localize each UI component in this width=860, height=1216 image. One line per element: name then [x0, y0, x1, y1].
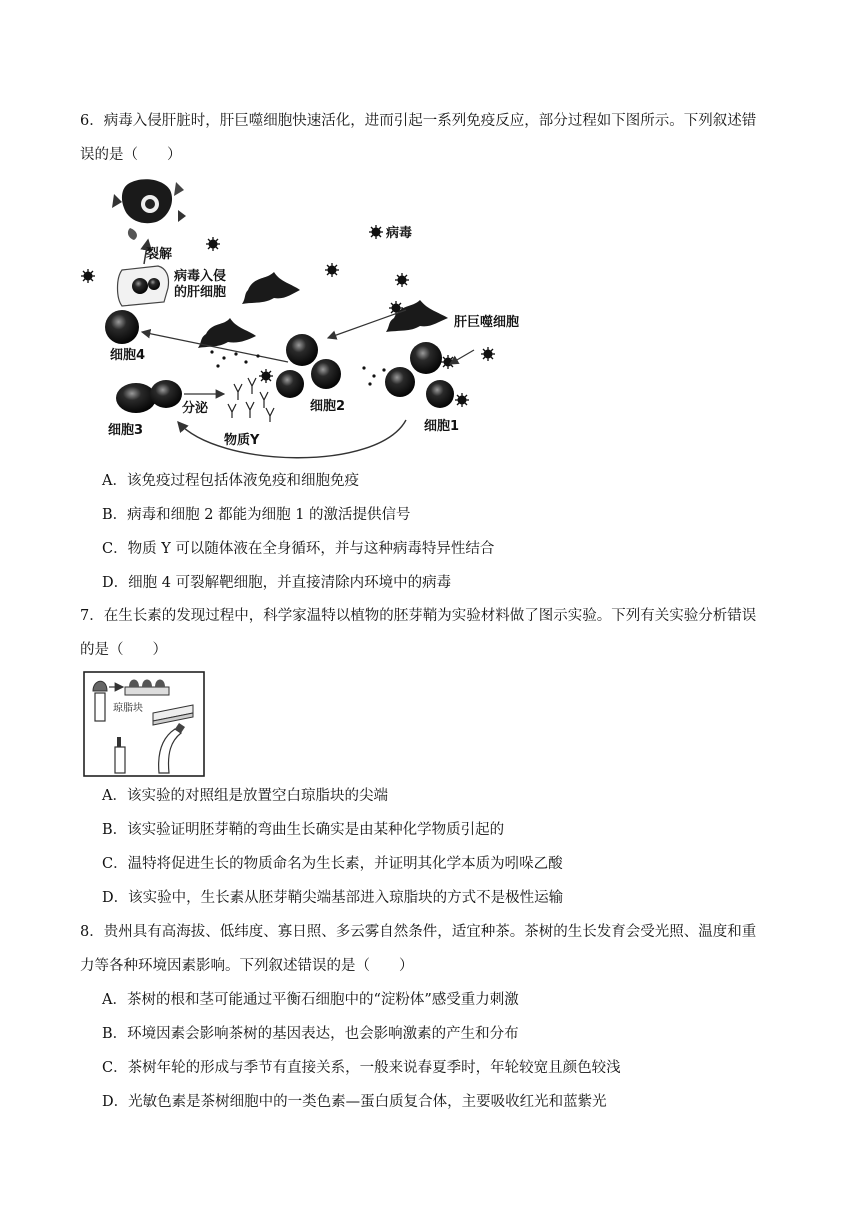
- infected-cell-label-1: 病毒入侵: [174, 269, 227, 284]
- cell1-label: 细胞1: [424, 419, 460, 434]
- cell3-icon: [150, 380, 182, 408]
- q7-option-d: D．该实验中，生长素从胚芽鞘尖端基部进入琼脂块的方式不是极性运输: [102, 890, 564, 906]
- substance-y-label: 物质Y: [224, 433, 260, 448]
- cell1-icon: [385, 367, 415, 397]
- virus-icon: [325, 263, 339, 277]
- antibody-icon: [228, 378, 274, 422]
- cell3-icon: [116, 383, 156, 413]
- q6-option-b: B．病毒和细胞 2 都能为细胞 1 的激活提供信号: [102, 507, 411, 523]
- secrete-label: 分泌: [182, 401, 209, 416]
- virus-label: 病毒: [386, 226, 413, 241]
- q8-option-d: D．光敏色素是茶树细胞中的一类色素—蛋白质复合体，主要吸收红光和蓝紫光: [102, 1094, 607, 1110]
- virus-icon: [455, 393, 469, 407]
- macrophage-icon: [198, 318, 256, 348]
- macrophage-icon: [242, 272, 300, 304]
- q6-stem-line2: 误的是（ ）: [80, 147, 182, 163]
- virus-icon: [81, 269, 95, 283]
- immune-response-figure: [78, 172, 548, 462]
- q7-stem-line1: 7．在生长素的发现过程中，科学家温特以植物的胚芽鞘为实验材料做了图示实验。下列有关实验分析错误: [80, 608, 757, 624]
- virus-icon: [395, 273, 409, 287]
- infected-cell-label-2: 的肝细胞: [174, 285, 227, 300]
- cell2-icon: [286, 334, 318, 366]
- q7-stem-line2: 的是（ ）: [80, 642, 167, 658]
- q8-stem-line1: 8．贵州具有高海拔、低纬度、寡日照、多云雾自然条件，适宜种茶。茶树的生长发育会受光照、温度和重: [80, 924, 757, 940]
- q8-option-b: B．环境因素会影响茶树的基因表达，也会影响激素的产生和分布: [102, 1026, 519, 1042]
- lysis-label: 裂解: [146, 247, 173, 262]
- cell2-icon: [276, 370, 304, 398]
- cell4-icon: [105, 310, 139, 344]
- macrophage-label: 肝巨噬细胞: [454, 315, 520, 330]
- infected-liver-cell-icon: [118, 266, 169, 306]
- q8-option-c: C．茶树年轮的形成与季节有直接关系，一般来说春夏季时，年轮较宽且颜色较浅: [102, 1060, 621, 1076]
- q8-option-a: A．茶树的根和茎可能通过平衡石细胞中的“淀粉体”感受重力刺激: [102, 992, 519, 1008]
- virus-icon: [369, 225, 383, 239]
- agar-label: 琼脂块: [113, 703, 143, 714]
- q6-stem-line1: 6．病毒入侵肝脏时，肝巨噬细胞快速活化，进而引起一系列免疫反应，部分过程如下图所示。下列叙述错: [80, 113, 757, 129]
- cell1-icon: [426, 380, 454, 408]
- went-experiment-figure: [83, 671, 205, 777]
- tips-on-agar-icon: [125, 680, 169, 696]
- virus-icon: [206, 237, 220, 251]
- q6-option-a: A．该免疫过程包括体液免疫和细胞免疫: [102, 473, 359, 489]
- q6-option-d: D．细胞 4 可裂解靶细胞，并直接清除内环境中的病毒: [102, 575, 452, 591]
- cell3-label: 细胞3: [108, 423, 144, 438]
- q6-option-c: C．物质 Y 可以随体液在全身循环，并与这种病毒特异性结合: [102, 541, 495, 557]
- virus-icon: [481, 347, 495, 361]
- q7-option-b: B．该实验证明胚芽鞘的弯曲生长确实是由某种化学物质引起的: [102, 822, 505, 838]
- cell4-label: 细胞4: [110, 348, 146, 363]
- lysed-cell-icon: [112, 179, 186, 240]
- cell2-label: 细胞2: [310, 399, 346, 414]
- virus-icon: [259, 369, 273, 383]
- coleoptile-icon: [93, 681, 107, 721]
- cell1-icon: [410, 342, 442, 374]
- q7-option-c: C．温特将促进生长的物质命名为生长素，并证明其化学本质为吲哚乙酸: [102, 856, 563, 872]
- cell2-icon: [311, 359, 341, 389]
- q7-option-a: A．该实验的对照组是放置空白琼脂块的尖端: [102, 788, 388, 804]
- q8-stem-line2: 力等各种环境因素影响。下列叙述错误的是（ ）: [80, 958, 414, 974]
